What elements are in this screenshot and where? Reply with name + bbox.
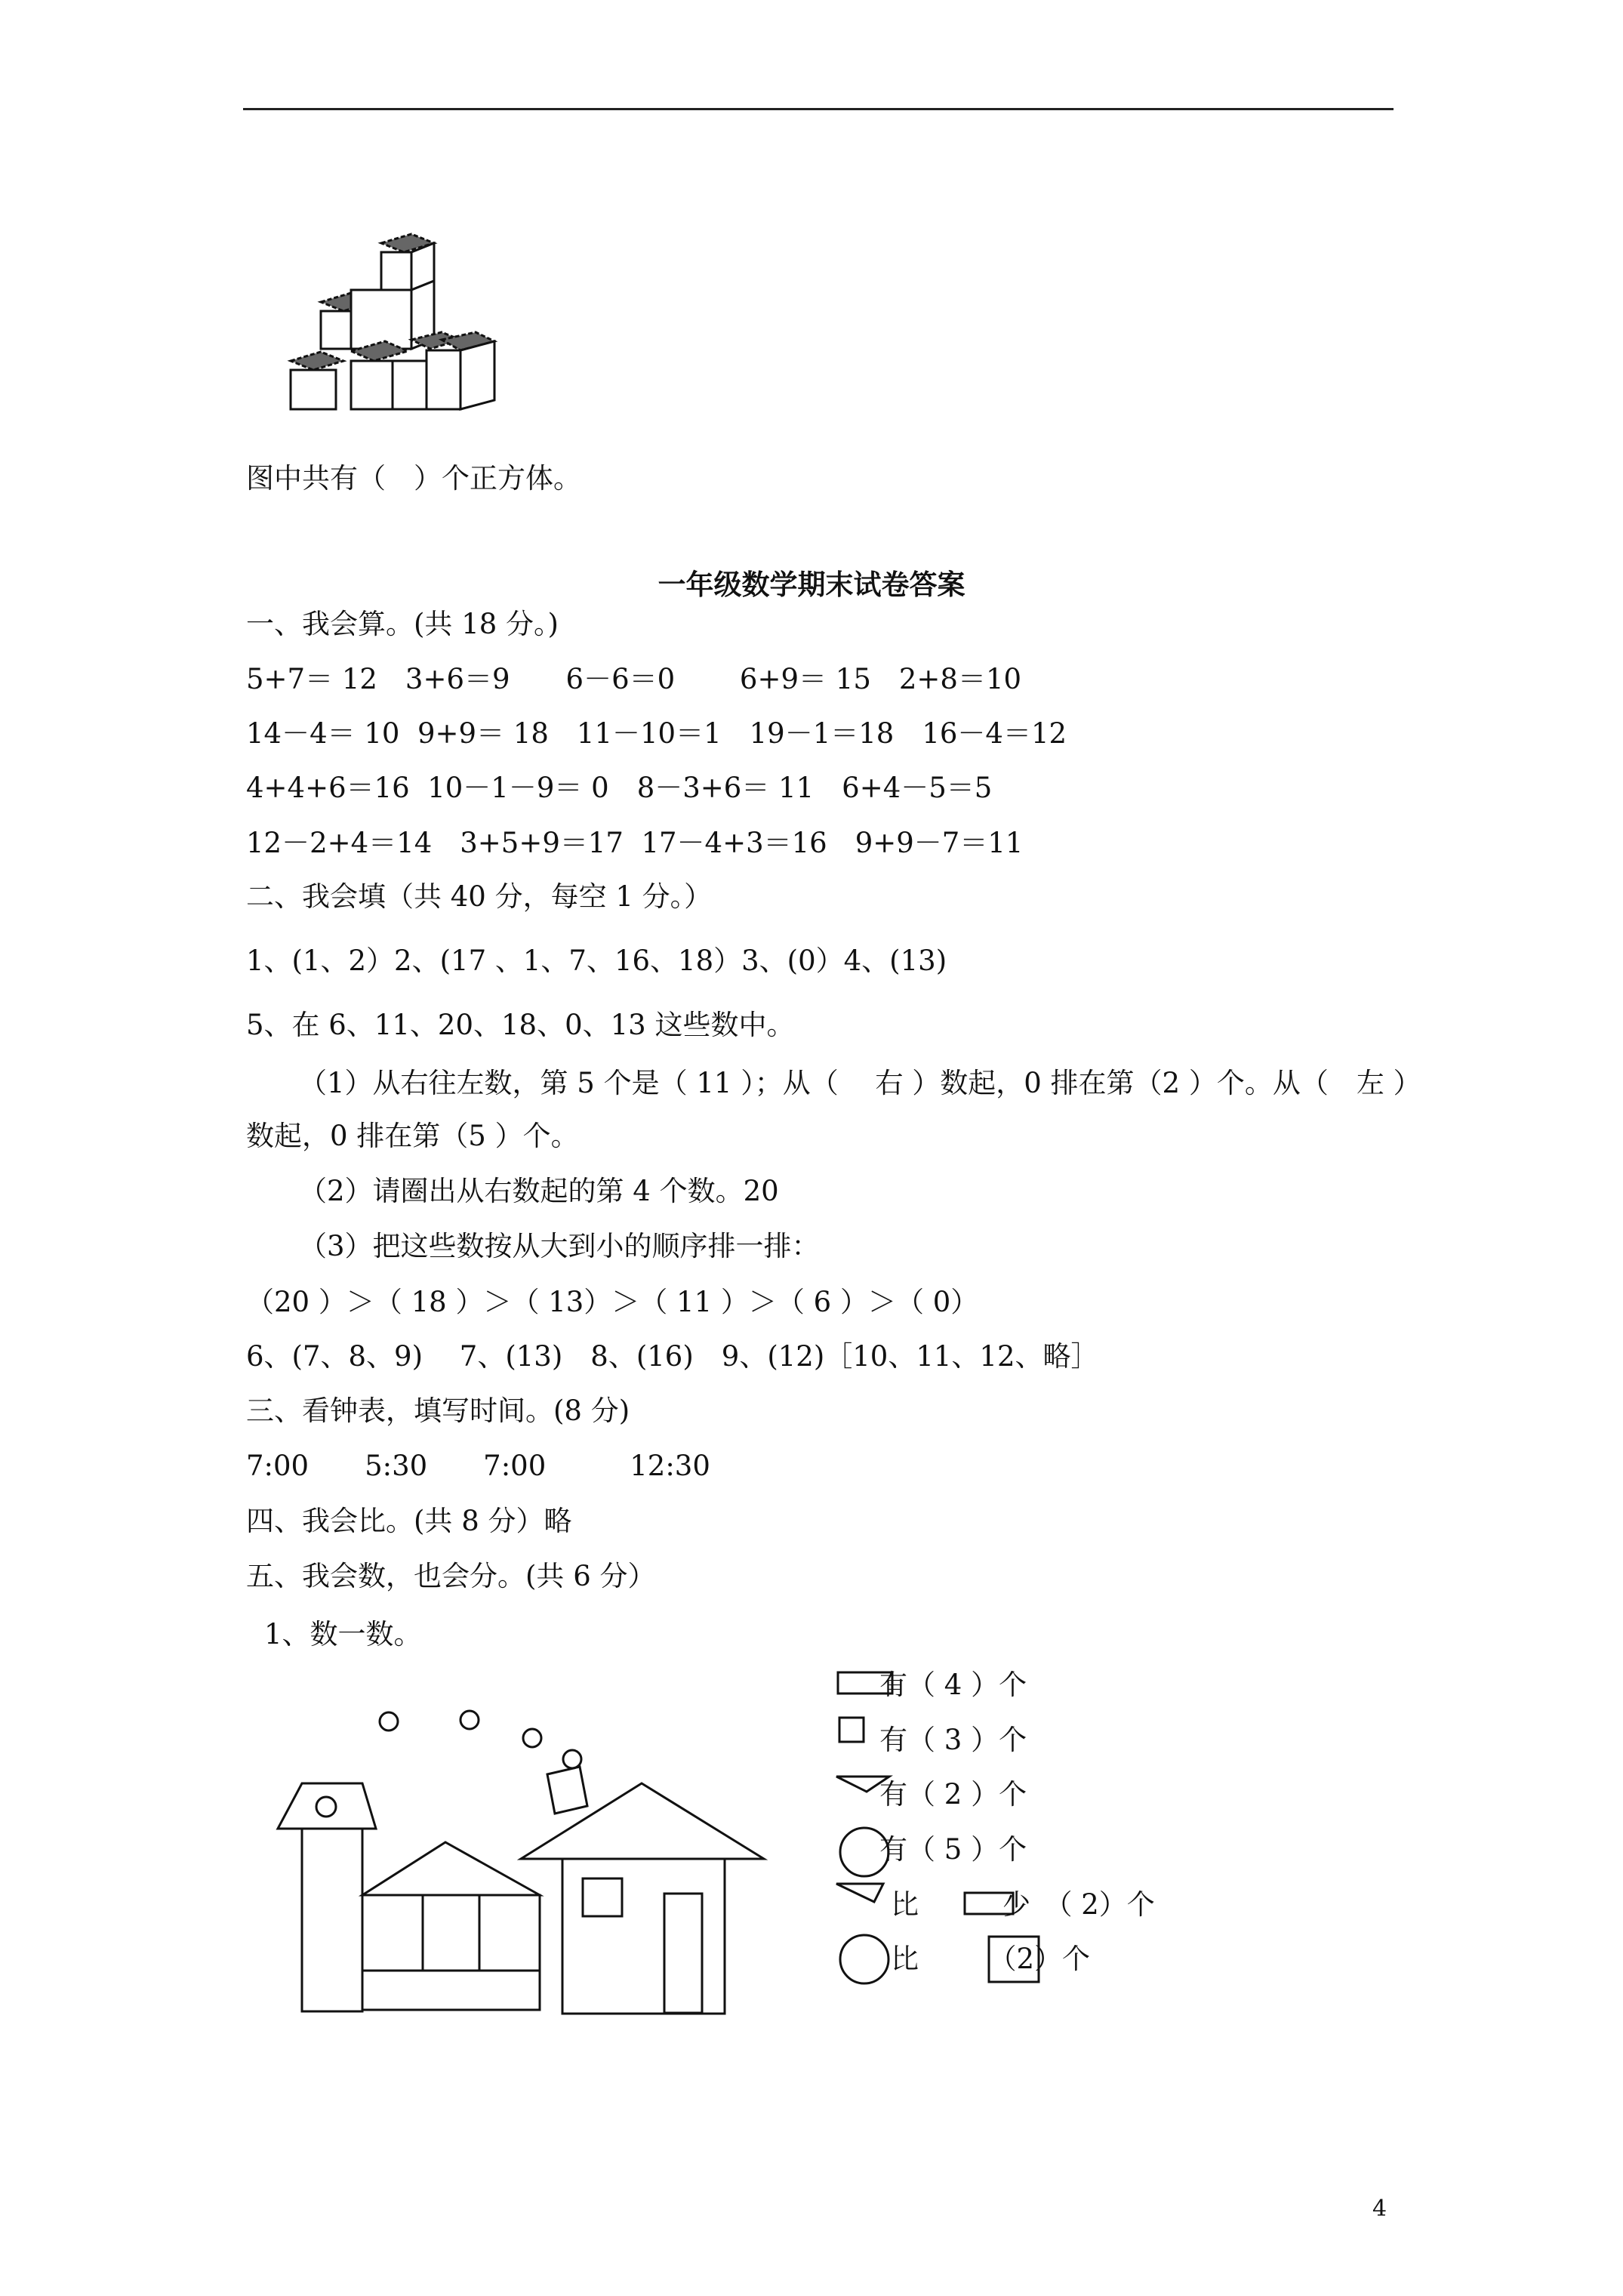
section1-row-1: 5+7＝ 12 3+6＝9 6－6＝0 6+9＝ 15 2+8＝10 — [246, 663, 1022, 695]
legend-compare-1: 比 少 （ 2）个 — [891, 1888, 1155, 1921]
section5-heading: 五、我会数，也会分。(共 6 分） — [246, 1560, 656, 1592]
house-shapes-figure — [272, 1699, 770, 2023]
section2-q5-1b: 数起，0 排在第（5 ）个。 — [246, 1120, 579, 1152]
legend-circle-count: 有（ 5 ）个 — [879, 1833, 1027, 1866]
section2-q5-1a: （1）从右往左数，第 5 个是（ 11 ）；从（ 右 ）数起，0 排在第（2 ）个。从（ 左 ） — [299, 1067, 1421, 1099]
section1-row-2: 14－4＝ 10 9+9＝ 18 11－10＝1 19－1＝18 16－4＝12 — [246, 717, 1067, 750]
legend-square-count: 有（ 3 ）个 — [879, 1724, 1027, 1756]
section2-q6: 6、(7、8、9) 7、(13) 8、(16) 9、(12)［10、11、12、略］ — [246, 1340, 1099, 1373]
section2-q5: 5、在 6、11、20、18、0、13 这些数中。 — [246, 1009, 795, 1041]
section2-heading: 二、我会填（共 40 分，每空 1 分。） — [246, 880, 713, 913]
legend-icons — [830, 1657, 1057, 1989]
section2-order: （20 ）＞（ 18 ）＞（ 13）＞（ 11 ）＞（ 6 ）＞（ 0） — [246, 1286, 979, 1318]
section3-heading: 三、看钟表，填写时间。(8 分) — [246, 1395, 630, 1427]
legend-rectangle-count: 有（ 4 ）个 — [879, 1669, 1027, 1701]
square-icon — [839, 1718, 864, 1742]
section2-q5-2: （2）请圈出从右数起的第 4 个数。20 — [299, 1175, 779, 1207]
section1-row-4: 12－2+4＝14 3+5+9＝17 17－4+3＝16 9+9－7＝11 — [246, 827, 1024, 859]
circle-icon-compare — [840, 1935, 888, 1983]
legend-compare-2: 比 （2）个 — [891, 1943, 1091, 1975]
legend-triangle-count: 有（ 2 ）个 — [879, 1778, 1027, 1811]
section3-times: 7:00 5:30 7:00 12:30 — [246, 1450, 710, 1482]
section1-heading: 一、我会算。(共 18 分。) — [246, 608, 559, 640]
section1-row-3: 4+4+6＝16 10－1－9＝ 0 8－3+6＝ 11 6+4－5＝5 — [246, 772, 993, 804]
section2-q1: 1、(1、2）2、(17 、1、7、16、18）3、(0）4、(13) — [246, 945, 947, 977]
section2-q5-3: （3）把这些数按从大到小的顺序排一排： — [299, 1230, 820, 1262]
triangle-icon-compare — [836, 1884, 883, 1902]
answer-title: 一年级数学期末试卷答案 — [658, 568, 965, 601]
header-rule — [243, 108, 1394, 110]
section5-sub: 1、数一数。 — [264, 1618, 422, 1650]
cube-stack-figure — [287, 227, 498, 415]
cube-question: 图中共有（ ）个正方体。 — [246, 462, 581, 495]
page-number: 4 — [1372, 2196, 1387, 2222]
section4-heading: 四、我会比。(共 8 分）略 — [246, 1505, 572, 1537]
